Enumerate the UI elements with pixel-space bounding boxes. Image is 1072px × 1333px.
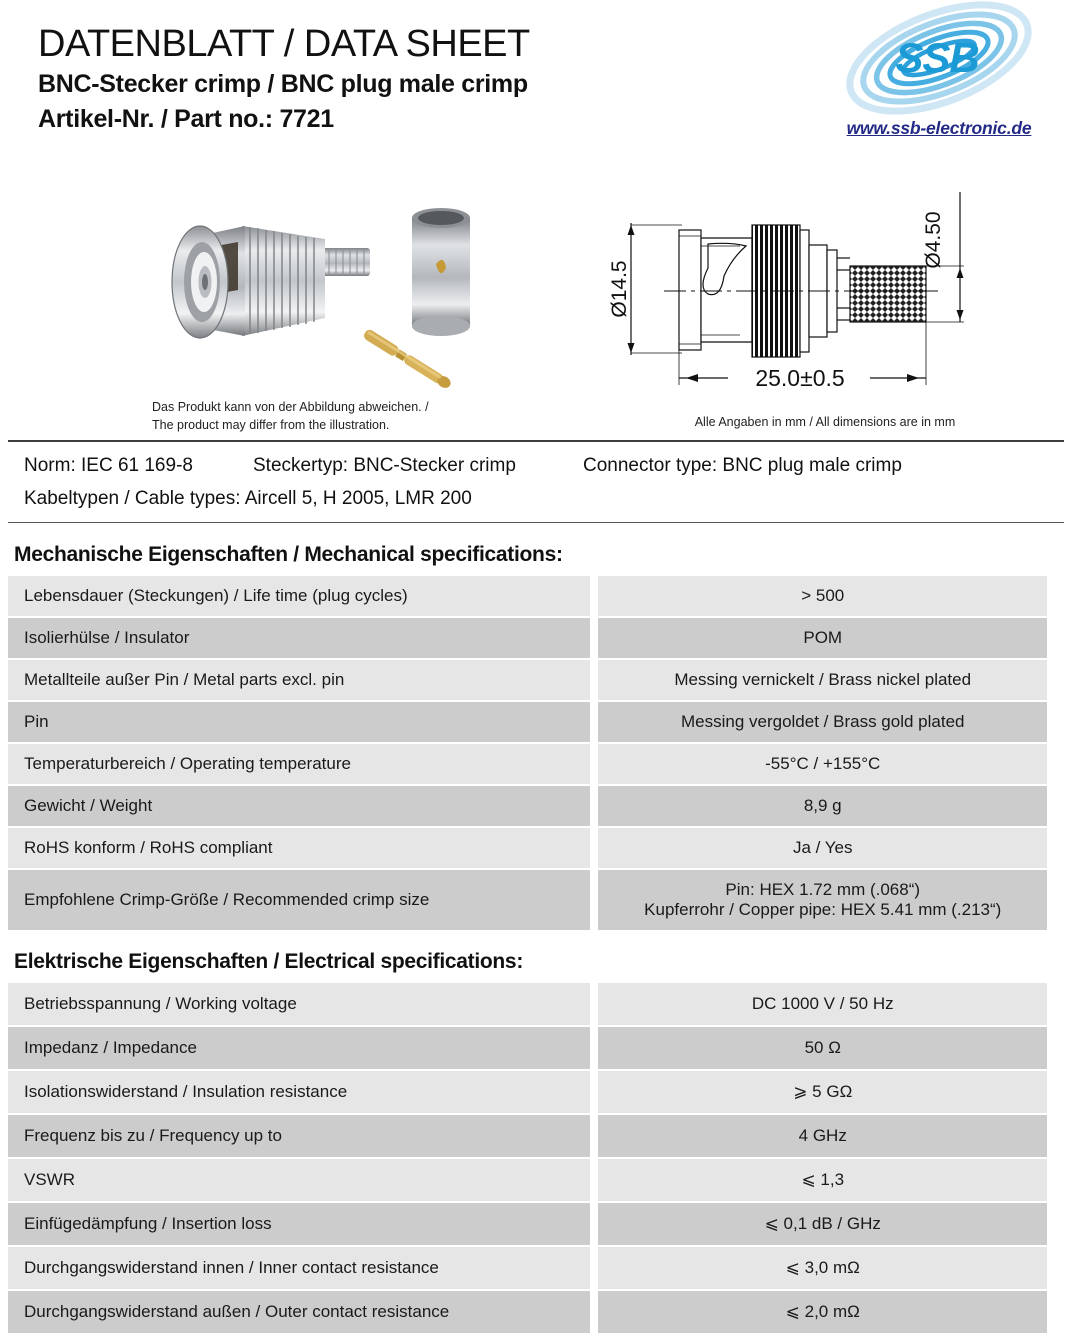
spec-label: Pin [8, 702, 590, 744]
svg-text:SSB: SSB [895, 34, 979, 81]
mechanical-section [0, 543, 1072, 930]
part-number: Artikel-Nr. / Part no.: 7721 [38, 105, 334, 134]
table-row [8, 744, 1047, 786]
table-row [8, 1071, 1047, 1115]
table-row [8, 870, 1047, 930]
mechanical-section-title: Mechanische Eigenschaften / Mechanical specifications: [14, 543, 563, 566]
spec-value: ⩽ 0,1 dB / GHz [590, 1203, 1047, 1247]
spec-label: Lebensdauer (Steckungen) / Life time (plug cycles) [8, 576, 590, 618]
table-row [8, 1203, 1047, 1247]
spec-label: Durchgangswiderstand außen / Outer contact resistance [8, 1291, 590, 1333]
technical-drawing [600, 180, 1060, 412]
drawing-units-note: Alle Angaben in mm / All dimensions are in mm [694, 415, 956, 429]
table-row [8, 786, 1047, 828]
table-row [8, 702, 1047, 744]
spec-value: DC 1000 V / 50 Hz [590, 983, 1047, 1027]
divider-bottom [8, 522, 1064, 524]
svg-text:Ø4.50: Ø4.50 [922, 211, 945, 269]
plug-type-de: Steckertyp: BNC-Stecker crimp [253, 455, 516, 476]
mechanical-table-body [8, 576, 1047, 930]
spec-label: VSWR [8, 1159, 590, 1203]
spec-value: 4 GHz [590, 1115, 1047, 1159]
table-row [8, 1159, 1047, 1203]
electrical-spec-table [8, 983, 1047, 1333]
spec-value: 8,9 g [590, 786, 1047, 828]
electrical-table-body [8, 983, 1047, 1333]
spec-value: Messing vernickelt / Brass nickel plated [590, 660, 1047, 702]
spec-value: -55°C / +155°C [590, 744, 1047, 786]
spec-value: ⩽ 1,3 [590, 1159, 1047, 1203]
table-row [8, 618, 1047, 660]
table-row [8, 1247, 1047, 1291]
spec-value: > 500 [590, 576, 1047, 618]
spec-label: Gewicht / Weight [8, 786, 590, 828]
photo-disclaimer [152, 398, 552, 434]
table-row [8, 828, 1047, 870]
spec-value: POM [590, 618, 1047, 660]
electrical-section-title: Elektrische Eigenschaften / Electrical specifications: [14, 950, 524, 973]
svg-text:25.0±0.5: 25.0±0.5 [755, 365, 845, 391]
spec-value [590, 870, 1047, 930]
spec-label: Frequenz bis zu / Frequency up to [8, 1115, 590, 1159]
spec-value-line-2: Kupferrohr / Copper pipe: HEX 5.41 mm (.213“) [644, 900, 1002, 919]
table-row [8, 1115, 1047, 1159]
mechanical-spec-table [8, 576, 1047, 930]
spec-label: Impedanz / Impedance [8, 1027, 590, 1071]
spec-value-line-1: Pin: HEX 1.72 mm (.068“) [725, 880, 921, 899]
photo-disclaimer-en: The product may differ from the illustration. [152, 418, 390, 433]
product-title: BNC-Stecker crimp / BNC plug male crimp [38, 69, 528, 98]
spec-label: Isolierhülse / Insulator [8, 618, 590, 660]
spec-label: Durchgangswiderstand innen / Inner contact resistance [8, 1247, 590, 1291]
table-row [8, 576, 1047, 618]
title-block [38, 22, 530, 138]
brand-block [824, 8, 1054, 139]
plug-type-en: Connector type: BNC plug male crimp [583, 455, 902, 476]
spec-value: Messing vergoldet / Brass gold plated [590, 702, 1047, 744]
page-title: DATENBLATT / DATA SHEET [38, 23, 530, 65]
ssb-logo-icon [839, 8, 1039, 116]
spec-label: Metallteile außer Pin / Metal parts excl. pin [8, 660, 590, 702]
website-link[interactable]: www.ssb-electronic.de [846, 118, 1032, 138]
spec-value: 50 Ω [590, 1027, 1047, 1071]
cable-types: Kabeltypen / Cable types: Aircell 5, H 2005, LMR 200 [24, 488, 472, 510]
table-row [8, 983, 1047, 1027]
table-row [8, 1291, 1047, 1333]
norm-standard: Norm: IEC 61 169-8 [24, 455, 193, 476]
spec-label: Temperaturbereich / Operating temperature [8, 744, 590, 786]
table-row [8, 660, 1047, 702]
norm-row-2 [0, 482, 1072, 515]
product-photo [150, 186, 520, 401]
norm-row-1 [0, 449, 1072, 482]
table-row [8, 1027, 1047, 1071]
electrical-section [0, 950, 1072, 1333]
svg-text:Ø14.5: Ø14.5 [608, 260, 631, 318]
photo-disclaimer-de: Das Produkt kann von der Abbildung abweichen. / [152, 400, 429, 414]
spec-value: ⩾ 5 GΩ [590, 1071, 1047, 1115]
media-row [0, 180, 1072, 440]
spec-label: Empfohlene Crimp-Größe / Recommended crimp size [8, 870, 590, 930]
spec-label: RoHS konform / RoHS compliant [8, 828, 590, 870]
page-header [0, 0, 1072, 180]
spec-value: ⩽ 2,0 mΩ [590, 1291, 1047, 1333]
spec-label: Isolationswiderstand / Insulation resistance [8, 1071, 590, 1115]
spec-label: Einfügedämpfung / Insertion loss [8, 1203, 590, 1247]
spec-label: Betriebsspannung / Working voltage [8, 983, 590, 1027]
spec-value: Ja / Yes [590, 828, 1047, 870]
spec-value: ⩽ 3,0 mΩ [590, 1247, 1047, 1291]
norm-block [0, 442, 1072, 522]
